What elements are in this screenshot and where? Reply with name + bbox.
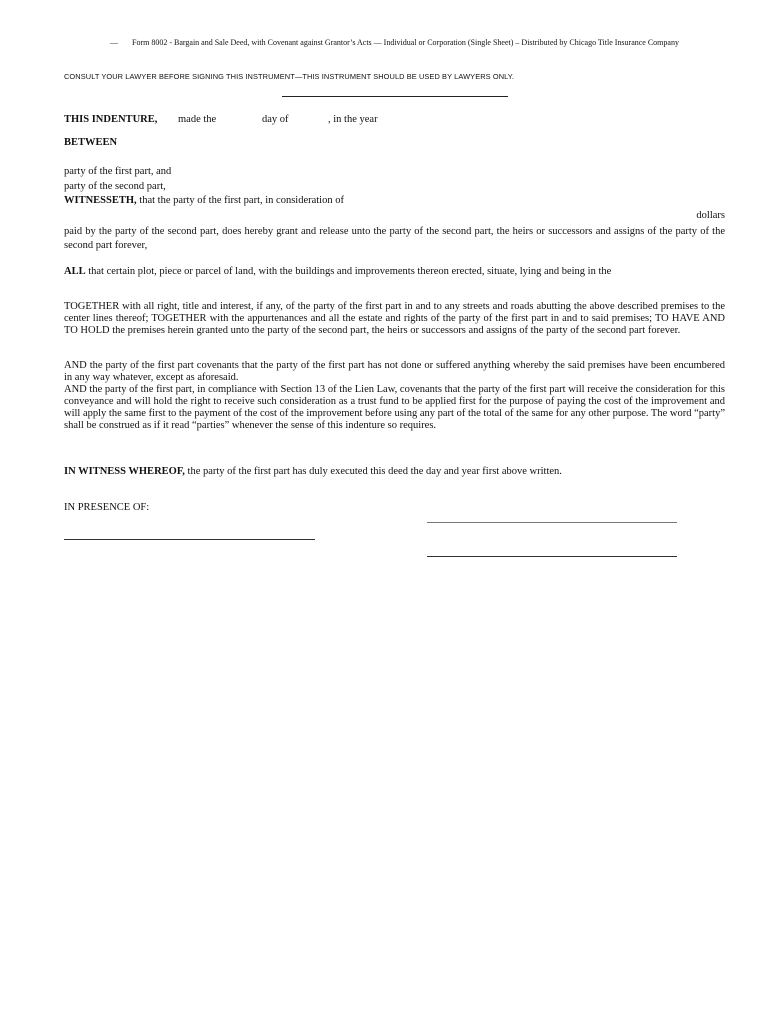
indenture-in-the-year: , in the year bbox=[328, 114, 378, 125]
witnesseth-line bbox=[64, 195, 724, 207]
form-title: Form 8002 - Bargain and Sale Deed, with Covenant against Grantor’s Acts — Individual or Corporation (Single Sheet) – Distributed by Chicago Title Insurance Company bbox=[132, 38, 679, 47]
indenture-line bbox=[64, 114, 724, 127]
all-clause bbox=[64, 266, 728, 278]
in-presence-of-label: IN PRESENCE OF: bbox=[64, 502, 150, 513]
in-witness-text: the party of the first part has duly executed this deed the day and year first above written. bbox=[187, 466, 562, 477]
together-paragraph: TOGETHER with all right, title and interest, if any, of the party of the first part in and to any streets and roads abutting the above described premises to the center lines thereof; TOGETHER with the appurtenances and all the estate and rights of the party of the first part in and to said premises; TO HAVE AND TO HOLD the premises herein granted unto the party of the second part, the heirs or successors and assigns of the party of the second part forever. bbox=[64, 301, 725, 336]
all-clause-lead: ALL bbox=[64, 266, 86, 277]
witnesseth-lead: WITNESSETH, bbox=[64, 195, 137, 206]
signature-line-grantor-2[interactable] bbox=[427, 556, 677, 557]
all-clause-text: that certain plot, piece or parcel of land, with the buildings and improvements thereon erected, situate, lying and being in the bbox=[88, 266, 612, 277]
witnesseth-text: that the party of the first part, in consideration of bbox=[139, 195, 344, 206]
party-first-part: party of the first part, and bbox=[64, 166, 172, 177]
header-dash: — bbox=[110, 38, 118, 47]
consult-notice: CONSULT YOUR LAWYER BEFORE SIGNING THIS INSTRUMENT—THIS INSTRUMENT SHOULD BE USED BY LAWYERS ONLY. bbox=[64, 72, 515, 81]
dollars-label: dollars bbox=[696, 210, 725, 221]
in-witness-lead: IN WITNESS WHEREOF, bbox=[64, 466, 185, 477]
party-second-part: party of the second part, bbox=[64, 181, 166, 192]
covenant-paragraph: AND the party of the first part covenants that the party of the first part has not done or suffered anything whereby the said premises have been encumbered in any way whatever, except as aforesaid. bbox=[64, 360, 725, 383]
lien-law-paragraph: AND the party of the first part, in compliance with Section 13 of the Lien Law, covenants that the party of the first part will receive the consideration for this conveyance and will hold the right to receive such consideration as a trust fund to be applied first for the purpose of paying the cost of the improvement and will apply the same first to the payment of the cost of the improvement before using any part of the total of the same for any other purpose. The word “party” shall be construed as if it read “parties” whenever the sense of this indenture so requires. bbox=[64, 384, 725, 431]
signature-line-witness[interactable] bbox=[64, 539, 315, 540]
between-heading: BETWEEN bbox=[64, 137, 118, 148]
indenture-day-of: day of bbox=[262, 114, 289, 125]
indenture-made-the: made the bbox=[178, 114, 217, 125]
title-rule bbox=[282, 96, 508, 97]
indenture-lead: THIS INDENTURE, bbox=[64, 114, 158, 125]
grant-paragraph: paid by the party of the second part, does hereby grant and release unto the party of the second part, the heirs or successors and assigns of the party of the second part forever, bbox=[64, 226, 725, 251]
in-witness-line bbox=[64, 466, 728, 478]
signature-line-grantor-1[interactable] bbox=[427, 522, 677, 523]
